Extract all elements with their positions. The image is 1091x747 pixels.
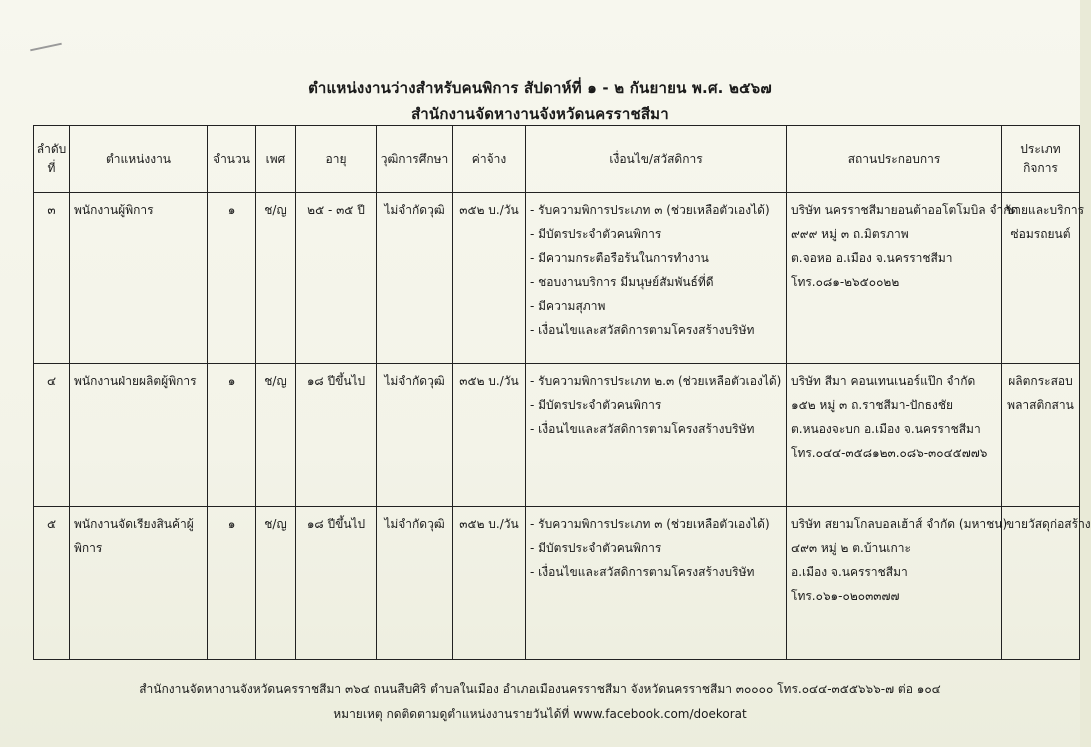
company-line: ๑๕๒ หมู่ ๓ ถ.ราชสีมา-ปักธงชัย — [791, 398, 954, 412]
footer-note: หมายเหตุ กดติดตามดูตำแหน่งงานรายวันได้ที่ www.facebook.com/doekorat — [333, 707, 747, 721]
row-age: ๒๕ - ๓๕ ปี — [296, 193, 377, 364]
row-wage: ๓๕๒ บ./วัน — [453, 507, 526, 660]
row-business — [1002, 364, 1080, 507]
row-position: พนักงานจัดเรียงสินค้าผู้พิการ — [70, 507, 208, 660]
table-row — [34, 364, 1080, 507]
header-wage: ค่าจ้าง — [453, 126, 526, 193]
row-sex: ช/ญ — [256, 364, 296, 507]
row-wage: ๓๕๒ บ./วัน — [453, 193, 526, 364]
condition-line: - มีความสุภาพ — [530, 299, 606, 313]
row-conditions — [526, 507, 787, 660]
table-row — [34, 507, 1080, 660]
row-no: ๔ — [34, 364, 70, 507]
row-education: ไม่จำกัดวุฒิ — [377, 364, 453, 507]
table-row — [34, 193, 1080, 364]
condition-line: - มีบัตรประจำตัวคนพิการ — [530, 227, 662, 241]
row-business — [1002, 193, 1085, 364]
row-company — [787, 364, 1002, 507]
document-subtitle: สำนักงานจัดหางานจังหวัดนครราชสีมา — [411, 105, 669, 123]
row-education: ไม่จำกัดวุฒิ — [377, 193, 453, 364]
business-line: ขายและบริการ — [1006, 203, 1085, 217]
row-count: ๑ — [208, 193, 256, 364]
row-sex: ช/ญ — [256, 507, 296, 660]
company-line: โทร.๐๔๔-๓๕๘๑๒๓.๐๘๖-๓๐๔๕๗๗๖ — [791, 446, 988, 460]
condition-line: - เงื่อนไขและสวัสดิการตามโครงสร้างบริษัท — [530, 422, 755, 436]
row-education: ไม่จำกัดวุฒิ — [377, 507, 453, 660]
company-line: โทร.๐๖๑-๐๒๐๓๓๗๗ — [791, 589, 900, 603]
header-sex: เพศ — [256, 126, 296, 193]
header-count: จำนวน — [208, 126, 256, 193]
footer-address: สำนักงานจัดหางานจังหวัดนครราชสีมา ๓๖๔ ถนนสืบศิริ ตำบลในเมือง อำเภอเมืองนครราชสีมา จังหวัดนครราชสีมา ๓๐๐๐๐ โทร.๐๔๔-๓๕๕๖๖๖-๗ ต่อ ๑๐๔ — [139, 682, 941, 696]
header-position: ตำแหน่งงาน — [70, 126, 208, 193]
row-age: ๑๘ ปีขึ้นไป — [296, 364, 377, 507]
row-conditions — [526, 193, 787, 364]
table-header-row — [34, 126, 1080, 193]
condition-line: - รับความพิการประเภท ๓ (ช่วยเหลือตัวเองได้) — [530, 517, 770, 531]
row-age: ๑๘ ปีขึ้นไป — [296, 507, 377, 660]
header-company: สถานประกอบการ — [787, 126, 1002, 193]
condition-line: - ชอบงานบริการ มีมนุษย์สัมพันธ์ที่ดี — [530, 275, 714, 289]
header-no: ลำดับที่ — [34, 126, 70, 193]
company-line: บริษัท สีมา คอนเทนเนอร์แป๊ก จำกัด — [791, 374, 976, 388]
row-count: ๑ — [208, 364, 256, 507]
header-business: ประเภทกิจการ — [1002, 126, 1080, 193]
row-company — [787, 193, 1019, 364]
condition-line: - มีบัตรประจำตัวคนพิการ — [530, 398, 662, 412]
job-vacancy-table — [33, 125, 1091, 660]
company-line: อ.เมือง จ.นครราชสีมา — [791, 565, 908, 579]
company-line: ต.จอหอ อ.เมือง จ.นครราชสีมา — [791, 251, 953, 265]
business-line: ขายวัสดุก่อสร้าง — [1006, 517, 1091, 531]
business-line: ซ่อมรถยนต์ — [1010, 227, 1071, 241]
row-no: ๕ — [34, 507, 70, 660]
row-count: ๑ — [208, 507, 256, 660]
pen-mark — [30, 43, 62, 52]
company-line: บริษัท นครราชสีมายอนต้าออโตโมบิล จำกัด — [791, 203, 1019, 217]
row-company — [787, 507, 1008, 660]
header-age: อายุ — [296, 126, 377, 193]
header-conditions: เงื่อนไข/สวัสดิการ — [526, 126, 787, 193]
row-position: พนักงานผู้พิการ — [70, 193, 208, 364]
condition-line: - เงื่อนไขและสวัสดิการตามโครงสร้างบริษัท — [530, 565, 755, 579]
row-sex: ช/ญ — [256, 193, 296, 364]
business-line: ผลิตกระสอบ — [1008, 374, 1073, 388]
row-wage: ๓๕๒ บ./วัน — [453, 364, 526, 507]
company-line: โทร.๐๘๑-๒๖๕๐๐๒๒ — [791, 275, 900, 289]
condition-line: - มีบัตรประจำตัวคนพิการ — [530, 541, 662, 555]
condition-line: - รับความพิการประเภท ๓ (ช่วยเหลือตัวเองได้) — [530, 203, 770, 217]
row-position: พนักงานฝ่ายผลิตผู้พิการ — [70, 364, 208, 507]
company-line: บริษัท สยามโกลบอลเฮ้าส์ จำกัด (มหาชน) — [791, 517, 1008, 531]
row-conditions — [526, 364, 787, 507]
document-title: ตำแหน่งงานว่างสำหรับคนพิการ สัปดาห์ที่ ๑ - ๒ กันยายน พ.ศ. ๒๕๖๗ — [308, 79, 772, 97]
company-line: ๔๙๓ หมู่ ๒ ต.บ้านเกาะ — [791, 541, 911, 555]
header-education: วุฒิการศึกษา — [377, 126, 453, 193]
row-business — [1002, 507, 1091, 660]
company-line: ๙๙๙ หมู่ ๓ ถ.มิตรภาพ — [791, 227, 909, 241]
business-line: พลาสติกสาน — [1007, 398, 1074, 412]
condition-line: - เงื่อนไขและสวัสดิการตามโครงสร้างบริษัท — [530, 323, 755, 337]
company-line: ต.หนองจะบก อ.เมือง จ.นครราชสีมา — [791, 422, 981, 436]
condition-line: - รับความพิการประเภท ๒.๓ (ช่วยเหลือตัวเองได้) — [530, 374, 782, 388]
condition-line: - มีความกระตือรือร้นในการทำงาน — [530, 251, 709, 265]
row-no: ๓ — [34, 193, 70, 364]
